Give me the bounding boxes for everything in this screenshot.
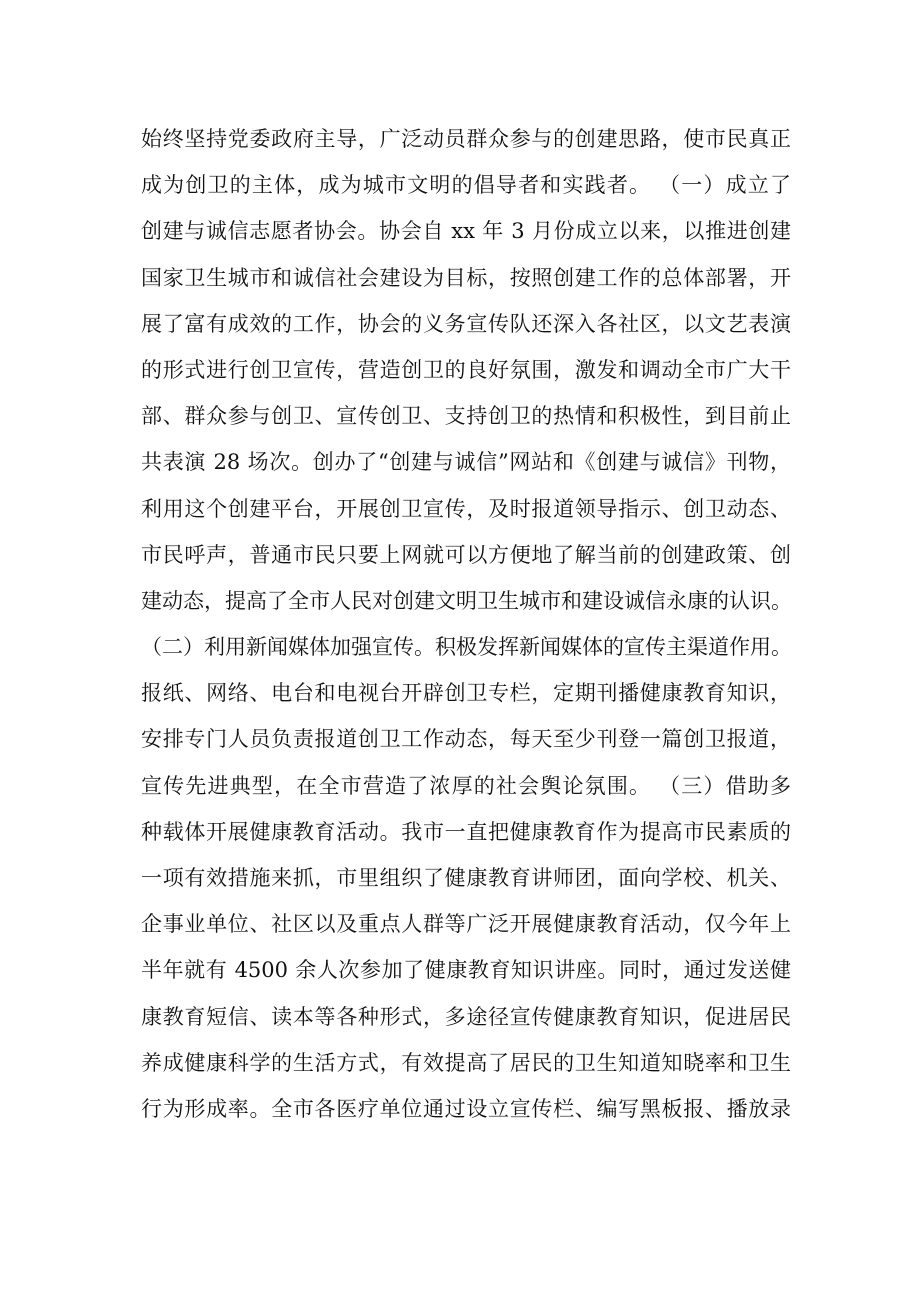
text-line: （二）利用新闻媒体加强宣传。积极发挥新闻媒体的宣传主渠道作用。 — [141, 635, 792, 660]
text-line: 企事业单位、社区以及重点人群等广泛开展健康教育活动，仅今年上 — [141, 912, 791, 937]
text-line: 养成健康科学的生活方式，有效提高了居民的卫生知道知晓率和卫生 — [141, 1050, 791, 1075]
text-line: 行为形成率。全市各医疗单位通过设立宣传栏、编写黑板报、播放录 — [141, 1096, 791, 1121]
text-line: 利用这个创建平台，开展创卫宣传，及时报道领导指示、创卫动态、 — [141, 496, 791, 521]
text-line: 一项有效措施来抓，市里组织了健康教育讲师团，面向学校、机关、 — [141, 866, 791, 890]
text-line: 市民呼声，普通市民只要上网就可以方便地了解当前的创建政策、创 — [141, 542, 791, 567]
body-text — [141, 116, 791, 1132]
text-line: 创建与诚信志愿者协会。协会自 xx 年 3 月份成立以来，以推进创建 — [141, 219, 791, 244]
text-line: 成为创卫的主体，成为城市文明的倡导者和实践者。 （一）成立了 — [141, 173, 791, 198]
text-line: 始终坚持党委政府主导，广泛动员群众参与的创建思路，使市民真正 — [141, 127, 791, 151]
text-line: 安排专门人员负责报道创卫工作动态，每天至少刊登一篇创卫报道， — [141, 727, 791, 752]
text-line: 半年就有 4500 余人次参加了健康教育知识讲座。同时，通过发送健 — [141, 958, 791, 983]
text-line: 展了富有成效的工作，协会的义务宣传队还深入各社区，以文艺表演 — [141, 311, 791, 336]
text-line: 建动态，提高了全市人民对创建文明卫生城市和建设诚信永康的认识。 — [141, 588, 792, 613]
text-line: 康教育短信、读本等各种形式，多途径宣传健康教育知识，促进居民 — [141, 1004, 791, 1029]
text-line: 宣传先进典型，在全市营造了浓厚的社会舆论氛围。 （三）借助多 — [141, 773, 791, 798]
text-line: 国家卫生城市和诚信社会建设为目标，按照创建工作的总体部署，开 — [141, 265, 791, 290]
text-line: 的形式进行创卫宣传，营造创卫的良好氛围，激发和调动全市广大干 — [141, 357, 791, 382]
text-line: 种载体开展健康教育活动。我市一直把健康教育作为提高市民素质的 — [141, 819, 791, 844]
text-line: 部、群众参与创卫、宣传创卫、支持创卫的热情和积极性，到目前止 — [141, 404, 791, 429]
text-line: 报纸、网络、电台和电视台开辟创卫专栏，定期刊播健康教育知识， — [141, 681, 791, 706]
text-line: 共表演 28 场次。创办了“创建与诚信”网站和《创建与诚信》刊物， — [141, 450, 791, 475]
